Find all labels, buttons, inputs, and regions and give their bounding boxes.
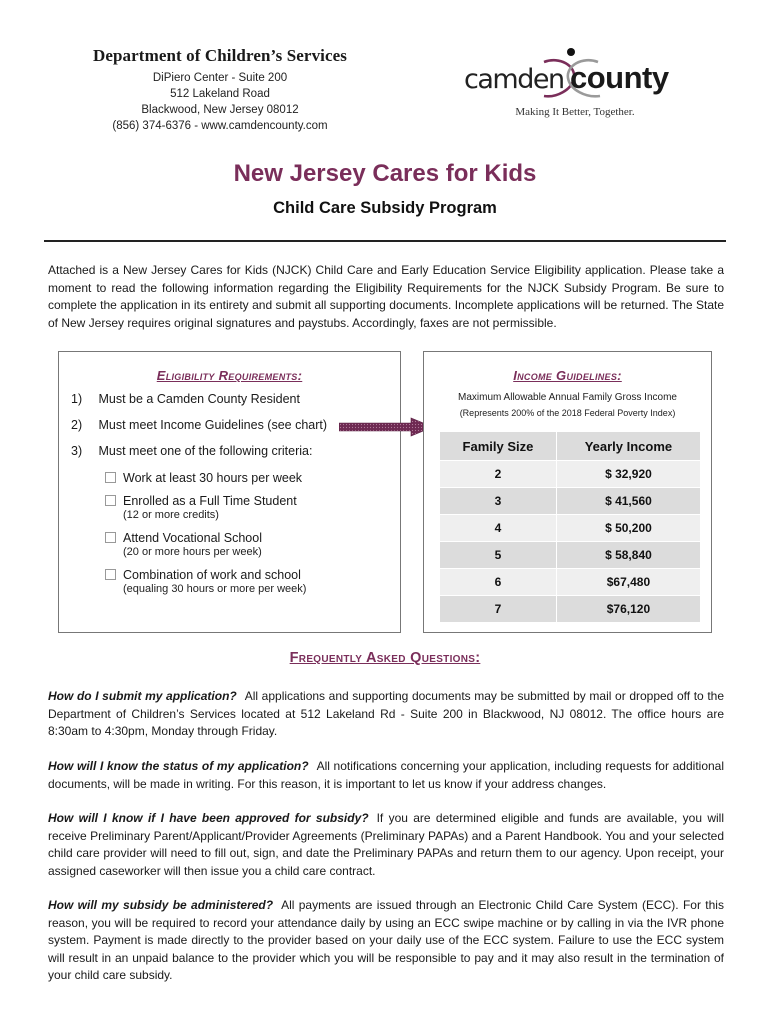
faq-question: How will my subsidy be administered? <box>48 898 274 912</box>
faq-item <box>48 688 724 741</box>
faq-question: How do I submit my application? <box>48 689 237 703</box>
column-header-yearly-income: Yearly Income <box>557 432 700 460</box>
page-subtitle: Child Care Subsidy Program <box>273 199 497 217</box>
address-line: Blackwood, New Jersey 08012 <box>141 104 299 116</box>
faq-item <box>48 810 724 880</box>
criteria-text: Work at least 30 hours per week <box>123 471 303 485</box>
requirement-item <box>71 418 327 432</box>
family-size-cell: 7 <box>440 596 556 622</box>
family-size-cell: 3 <box>440 488 556 514</box>
logo-word-county: county <box>570 60 669 95</box>
criteria-item <box>105 494 297 521</box>
income-table <box>439 431 701 623</box>
checkbox-icon[interactable] <box>105 472 116 483</box>
department-header <box>60 46 380 134</box>
table-row <box>440 596 700 622</box>
yearly-income-cell: $ 50,200 <box>557 515 700 541</box>
faq-answer: If you are determined eligible and funds are available, you will receive Preliminary Parent/Applicant/Provider Agreements (Preliminary PAPAs) and a Parent Handbook. You and your selected child care provider will need to fill out, sign, and date the Preliminary PAPAs and return them to our agency. Upon receipt, your assigned caseworker will then issue you a child care contract. <box>48 811 724 878</box>
faq-question: How will I know if I have been approved for subsidy? <box>48 811 369 825</box>
page-title: New Jersey Cares for Kids <box>233 160 537 187</box>
faq-answer: All notifications concerning your application, including requests for additional documents, will be made in writing. For this reason, it is important to let us know if your address changes. <box>48 759 724 791</box>
table-header-row <box>440 432 700 460</box>
contact-line: (856) 374-6376 - www.camdencounty.com <box>112 120 328 132</box>
eligibility-heading: Eligibility Requirements: <box>156 368 303 383</box>
faq-question: How will I know the status of my application? <box>48 759 309 773</box>
table-row <box>440 488 700 514</box>
faq-answer: All payments are issued through an Electronic Child Care System (ECC). For this reason, you will be required to record your attendance daily by using an ECC swipe machine or by calling in via the IVR phone system. Payment is made directly to the provider based on your daily use of the ECC system. Failure to use the ECC system will result in an unpaid balance to the provider which you will be responsible to pay and it may also result in the termination of your child care subsidy. <box>48 898 724 982</box>
criteria-item <box>105 568 306 595</box>
requirement-number: 1) <box>71 392 83 406</box>
yearly-income-cell: $67,480 <box>557 569 700 595</box>
address-line: 512 Lakeland Road <box>170 88 270 100</box>
checkbox-icon[interactable] <box>105 569 116 580</box>
logo-word-camden: camden <box>464 64 564 95</box>
department-name: Department of Children’s Services <box>92 46 347 65</box>
requirement-item <box>71 392 300 406</box>
requirement-number: 3) <box>71 444 83 458</box>
criteria-note: (12 or more credits) <box>123 509 219 521</box>
criteria-note: (20 or more hours per week) <box>123 546 262 558</box>
criteria-text: Combination of work and school <box>123 568 301 582</box>
requirement-item <box>71 444 312 458</box>
yearly-income-cell: $ 58,840 <box>557 542 700 568</box>
column-header-family-size: Family Size <box>440 432 556 460</box>
requirement-text: Must meet Income Guidelines (see chart) <box>98 418 328 432</box>
income-guidelines-box <box>423 351 712 633</box>
intro-paragraph: Attached is a New Jersey Cares for Kids (NJCK) Child Care and Early Education Service Eligibility application. Please take a moment to read the following information regarding the Eligibility Requirements for the NJCK Subsidy Program. Be sure to complete the application in its entirety and submit all supporting documents. Incomplete applications will be returned. The State of New Jersey requires original signatures and paystubs. Accordingly, faxes are not permissible. <box>48 263 724 330</box>
income-description: Maximum Allowable Annual Family Gross Income <box>458 392 677 403</box>
faq-heading: Frequently Asked Questions: <box>289 650 481 666</box>
faq-answer: All applications and supporting documents may be submitted by mail or dropped off to the Department of Children’s Services located at 512 Lakeland Rd - Suite 200 in Blackwood, NJ 08012. The office hours are 8:30am to 4:30pm, Monday through Friday. <box>48 689 725 738</box>
faq-item <box>48 897 724 985</box>
criteria-item <box>105 471 302 485</box>
address-line: DiPiero Center - Suite 200 <box>152 72 288 84</box>
faq-item <box>48 758 724 793</box>
requirement-text: Must meet one of the following criteria: <box>98 444 313 458</box>
income-note: (Represents 200% of the 2018 Federal Poverty Index) <box>459 408 676 418</box>
yearly-income-cell: $76,120 <box>557 596 700 622</box>
arrow-right-icon <box>339 417 435 437</box>
table-row <box>440 542 700 568</box>
requirement-text: Must be a Camden County Resident <box>98 392 300 406</box>
header-divider <box>44 240 726 242</box>
table-row <box>440 461 700 487</box>
family-size-cell: 4 <box>440 515 556 541</box>
table-row <box>440 515 700 541</box>
camden-county-logo <box>460 46 690 126</box>
criteria-text: Attend Vocational School <box>123 531 262 545</box>
checkbox-icon[interactable] <box>105 532 116 543</box>
family-size-cell: 2 <box>440 461 556 487</box>
criteria-item <box>105 531 262 558</box>
family-size-cell: 6 <box>440 569 556 595</box>
requirement-number: 2) <box>71 418 83 432</box>
checkbox-icon[interactable] <box>105 495 116 506</box>
income-heading: Income Guidelines: <box>513 368 622 383</box>
yearly-income-cell: $ 32,920 <box>557 461 700 487</box>
criteria-text: Enrolled as a Full Time Student <box>123 494 297 508</box>
logo-tagline: Making It Better, Together. <box>515 106 635 118</box>
family-size-cell: 5 <box>440 542 556 568</box>
yearly-income-cell: $ 41,560 <box>557 488 700 514</box>
criteria-note: (equaling 30 hours or more per week) <box>123 583 307 595</box>
eligibility-box <box>58 351 401 633</box>
table-row <box>440 569 700 595</box>
